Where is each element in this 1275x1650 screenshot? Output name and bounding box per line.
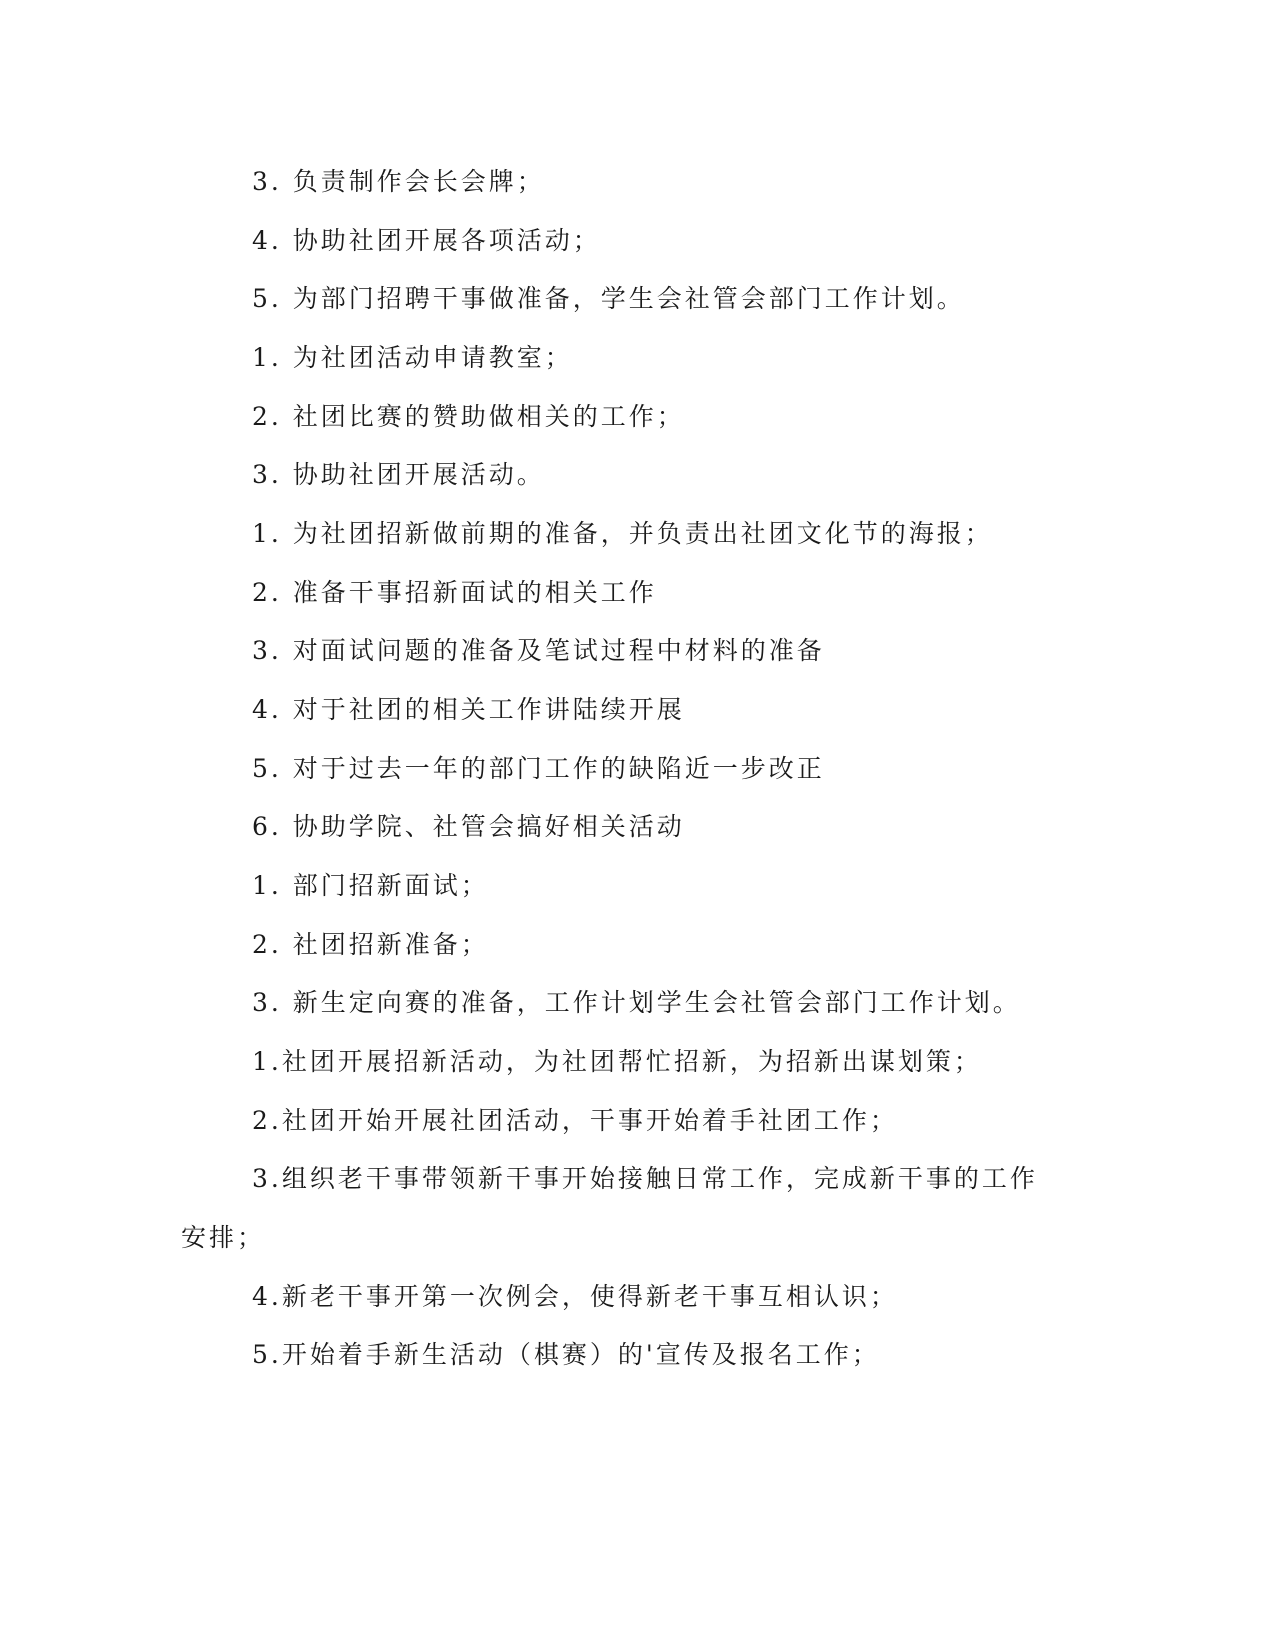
text-line: 2.社团开始开展社团活动，干事开始着手社团工作；	[252, 1106, 898, 1135]
text-line: 6. 协助学院、社管会搞好相关活动	[252, 812, 685, 841]
text-line: 5. 为部门招聘干事做准备，学生会社管会部门工作计划。	[252, 284, 965, 313]
text-line: 1.社团开展招新活动，为社团帮忙招新，为招新出谋划策；	[252, 1047, 982, 1076]
text-line: 3. 新生定向赛的准备，工作计划学生会社管会部门工作计划。	[252, 988, 1021, 1017]
text-line: 2. 社团招新准备；	[252, 930, 489, 959]
text-line: 1. 为社团活动申请教室；	[252, 343, 573, 372]
text-line: 2. 社团比赛的赞助做相关的工作；	[252, 402, 685, 431]
text-line: 3.组织老干事带领新干事开始接触日常工作，完成新干事的工作	[252, 1164, 1038, 1193]
text-line: 3. 对面试问题的准备及笔试过程中材料的准备	[252, 636, 825, 665]
text-line: 3. 协助社团开展活动。	[252, 460, 545, 489]
text-line: 5.开始着手新生活动（棋赛）的'宣传及报名工作；	[252, 1340, 880, 1369]
text-line: 1. 为社团招新做前期的准备，并负责出社团文化节的海报；	[252, 519, 993, 548]
text-line: 2. 准备干事招新面试的相关工作	[252, 578, 657, 607]
text-line: 1. 部门招新面试；	[252, 871, 489, 900]
text-line-continuation: 安排；	[181, 1223, 266, 1252]
text-line: 4. 协助社团开展各项活动；	[252, 226, 601, 255]
text-line: 5. 对于过去一年的部门工作的缺陷近一步改正	[252, 754, 825, 783]
text-line: 4.新老干事开第一次例会，使得新老干事互相认识；	[252, 1282, 898, 1311]
text-line: 4. 对于社团的相关工作讲陆续开展	[252, 695, 685, 724]
text-line: 3. 负责制作会长会牌；	[252, 167, 545, 196]
